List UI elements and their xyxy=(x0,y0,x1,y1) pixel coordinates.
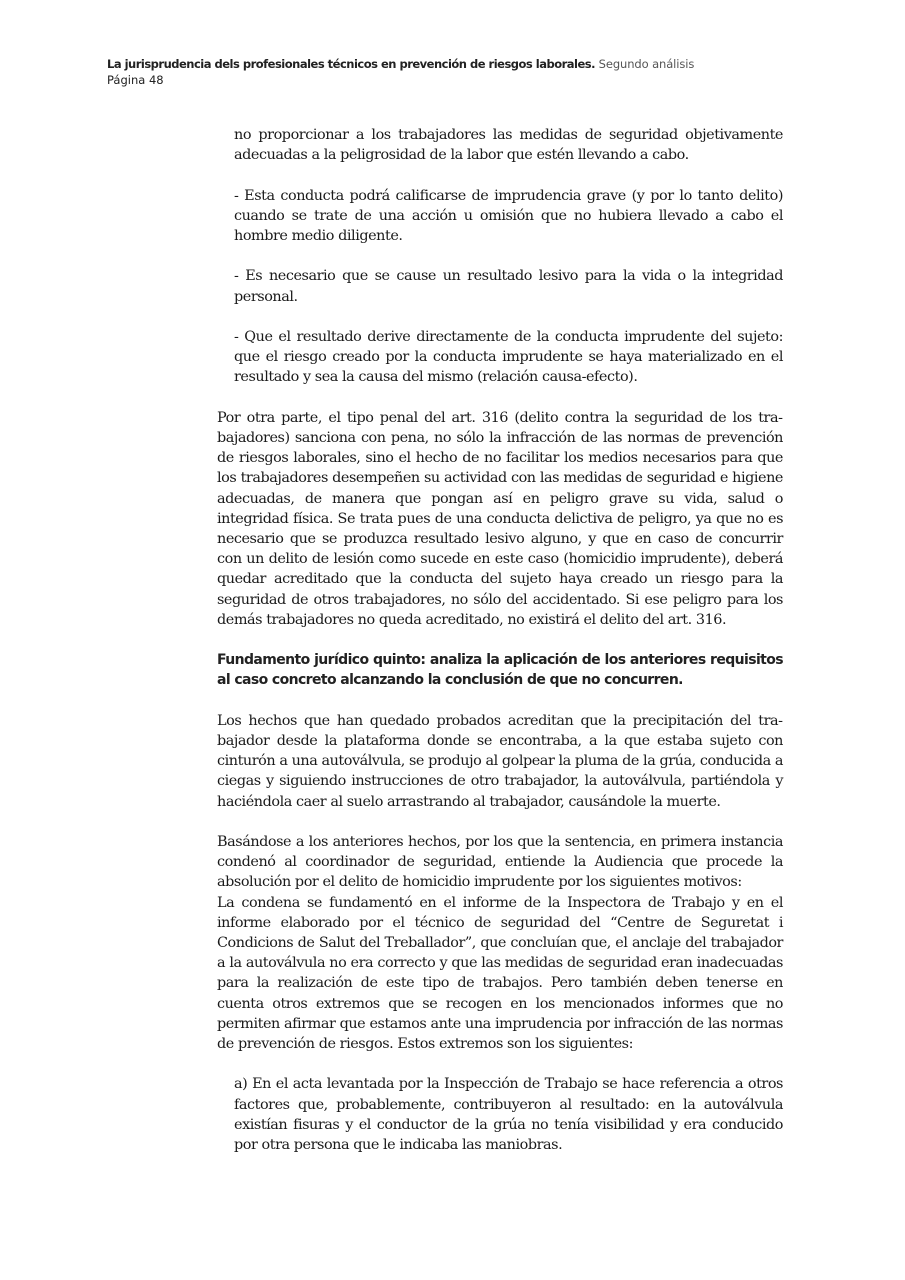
list-item-causality: - Que el resultado derive directamente de la conducta imprudente del sujeto: que el riesgo creado por la conducta imprudente se haya materializado en el resultado y sea la causa del mismo (relación causa-efecto). xyxy=(234,328,783,386)
header-title: La jurisprudencia dels profesionales técnicos en prevención de riesgos laborales. xyxy=(107,57,595,71)
header-subtitle: Segundo análisis xyxy=(598,57,695,71)
running-header xyxy=(107,56,694,88)
section-heading: Fundamento jurídico quinto: analiza la aplicación de los anteriores requisitos al caso concreto alcanzando la conclusión de que no concurren. xyxy=(217,652,783,689)
header-title-line xyxy=(107,56,694,72)
list-item-harm: - Es necesario que se cause un resultado lesivo para la vida o la integridad personal. xyxy=(234,268,783,305)
paragraph-condemnation: La condena se fundamentó en el informe de la Inspectora de Trabajo y en el informe elaborado por el técnico de seguridad del “Centre de Seguretat i Condicions de Salut del Treballador”, que concluían que, el anclaje del trabajador a la autoválvula no era correcto y que las medidas de seguridad eran inadecuadas para la realización de este tipo de trabajos. Pero también deben tenerse en cuenta otros extremos que se recogen en los mencionados informes que no permiten afirmar que estamos ante una imprudencia por infracción de las normas de prevención de riesgos. Estos extremos son los siguientes: xyxy=(217,894,783,1053)
paragraph-facts: Los hechos que han quedado probados acreditan que la precipitación del trabajador desde la plataforma donde se encontraba, a la que estaba sujeto con cinturón a una autoválvula, se produjo al golpear la pluma de la grúa, conducida a ciegas y siguiendo instrucciones de otro trabajador, la autoválvula, partiéndola y haciéndola caer al suelo arrastrando al trabajador, causándole la muerte. xyxy=(217,712,783,810)
page-number: Página 48 xyxy=(107,73,164,87)
paragraph-absolution: Basándose a los anteriores hechos, por los que la sentencia, en primera instancia condenó al coordinador de seguridad, entiende la Audiencia que procede la absolución por el delito de homicidio imprudente por los siguientes motivos: xyxy=(217,834,783,891)
list-item-gravity: - Esta conducta podrá calificarse de imprudencia grave (y por lo tanto delito) cuando se trate de una acción u omisión que no hubiera llevado a cabo el hombre medio diligente. xyxy=(234,187,783,244)
document-body xyxy=(217,125,783,1175)
paragraph-art-316: Por otra parte, el tipo penal del art. 316 (delito contra la seguridad de los trabajadores) sanciona con pena, no sólo la infracción de las normas de prevención de riesgos laborales, sino el hecho de no facilitar los medios necesarios para que los trabajadores desempeñen su actividad con las medidas de seguridad e higiene adecuadas, de manera que pongan así en peligro grave su vida, salud o integridad física. Se trata pues de una conducta delictiva de peligro, ya que no es necesario que se produzca resultado lesivo alguno, y que en caso de concurrir con un delito de lesión como sucede en este caso (homicidio imprudente), deberá quedar acreditado que la conducta del sujeto haya creado un riesgo para la seguridad de otros trabajadores, no sólo del accidentado. Si ese peligro para los demás trabajadores no queda acreditado, no existirá el delito del art. 316. xyxy=(217,409,783,628)
list-item-a: a) En el acta levantada por la Inspección de Trabajo se hace referencia a otros factores que, probablemente, contribuyeron al resultado: en la autoválvula existían fisuras y el conductor de la grúa no tenía visibilidad y era conducido por otra persona que le indicaba las maniobras. xyxy=(234,1076,783,1154)
paragraph-continuation: no proporcionar a los trabajadores las medidas de seguridad objetivamente adecuadas a la peligrosidad de la labor que estén llevando a cabo. xyxy=(234,127,783,164)
